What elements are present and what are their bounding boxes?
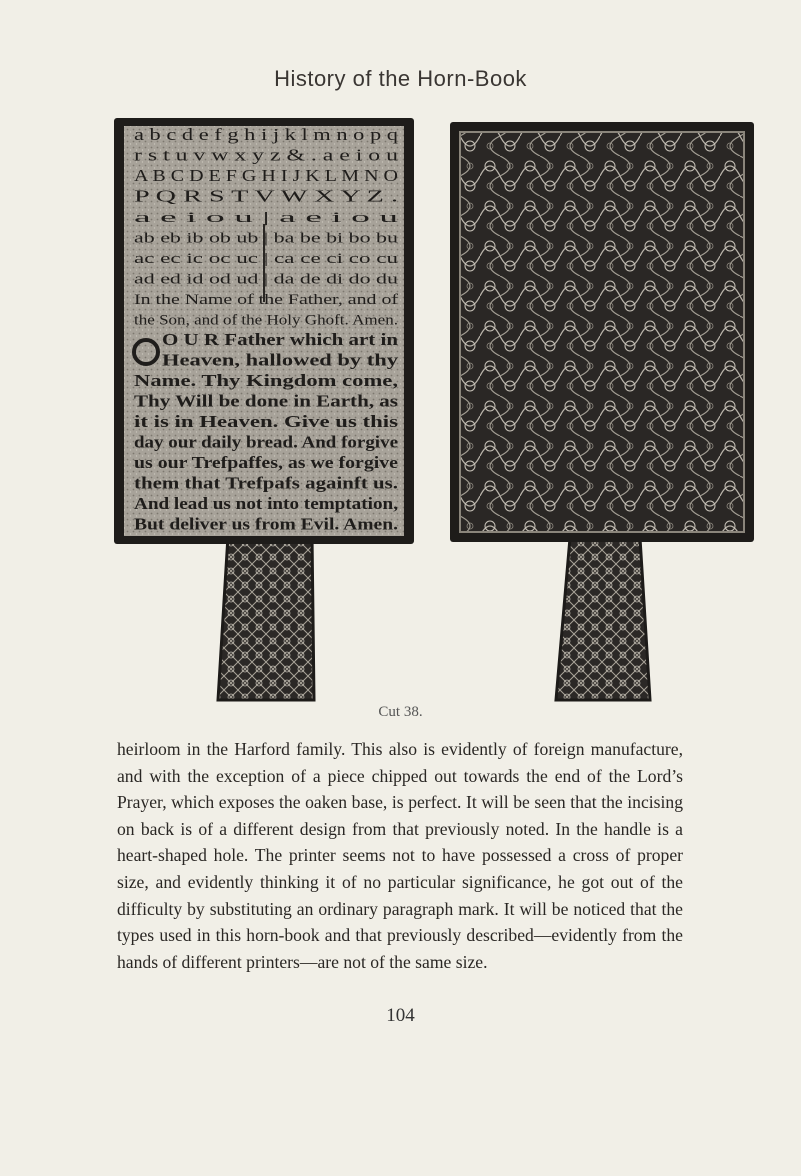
front-handle <box>218 536 314 700</box>
printed-line: day our daily bread. And forgive <box>134 432 399 452</box>
horn-book-plate <box>0 116 801 706</box>
printed-line: But deliver us from Evil. Amen. <box>134 514 398 534</box>
printed-line: P Q R S T V W X Y Z . <box>134 186 398 206</box>
printed-line: And lead us not into temptation, <box>134 494 398 513</box>
horn-book-back <box>450 122 754 700</box>
printed-line: ab eb ib ob ub | ba be bi bo bu <box>134 230 398 247</box>
running-head: History of the Horn-Book <box>274 66 527 91</box>
back-handle <box>556 538 650 700</box>
printed-line: us our Trefpaffes, as we forgive <box>134 453 399 472</box>
printed-line: In the Name of the Father, and of <box>134 292 399 308</box>
body-text <box>117 736 683 975</box>
printed-line: Thy Will be done in Earth, as <box>134 391 399 411</box>
page-number: 104 <box>386 1005 415 1026</box>
printed-line: ad ed id od ud | da de di do du <box>134 271 398 288</box>
printed-line: the Son, and of the Holy Ghoft. Amen. <box>134 312 398 329</box>
figure-caption: Cut 38. <box>378 704 423 720</box>
back-incised-design <box>460 132 744 532</box>
printed-line: them that Trefpafs againft us. <box>134 473 398 493</box>
printed-line: it is in Heaven. Give us this <box>134 412 399 431</box>
printed-line: ac ec ic oc uc | ca ce ci co cu <box>134 251 398 267</box>
horn-book-front <box>114 118 414 700</box>
printed-line: Name. Thy Kingdom come, <box>134 371 398 390</box>
printed-line: r s t u v w x y z & . a e i o u <box>134 145 399 165</box>
printed-line: a e i o u | a e i o u <box>134 210 398 226</box>
body-paragraph: heirloom in the Harford family. This also is evidently of foreign manufacture, and with the exception of a piece chipped out towards the end of the Lord’s Prayer, which exposes the oaken base, is perfect. It will be seen that the incising on back is of a different design from that previously noted. In the handle is a heart-shaped hole. The printer seems not to have possessed a cross of proper size, and evidently thinking it of no particular significance, he got out of the difficulty by substituting an ordinary paragraph mark. It will be noticed that the types used in this horn-book and that previously described—evidently from the hands of different printers—are not of the same size. <box>117 739 683 972</box>
horn-book-illustration <box>0 116 801 706</box>
printed-line: Heaven, hallowed by thy <box>162 350 399 370</box>
printed-line: O U R Father which art in <box>162 330 399 349</box>
printed-line: a b c d e f g h i j k l m n o p q <box>134 125 399 144</box>
printed-line: A B C D E F G H I J K L M N O <box>134 166 398 185</box>
